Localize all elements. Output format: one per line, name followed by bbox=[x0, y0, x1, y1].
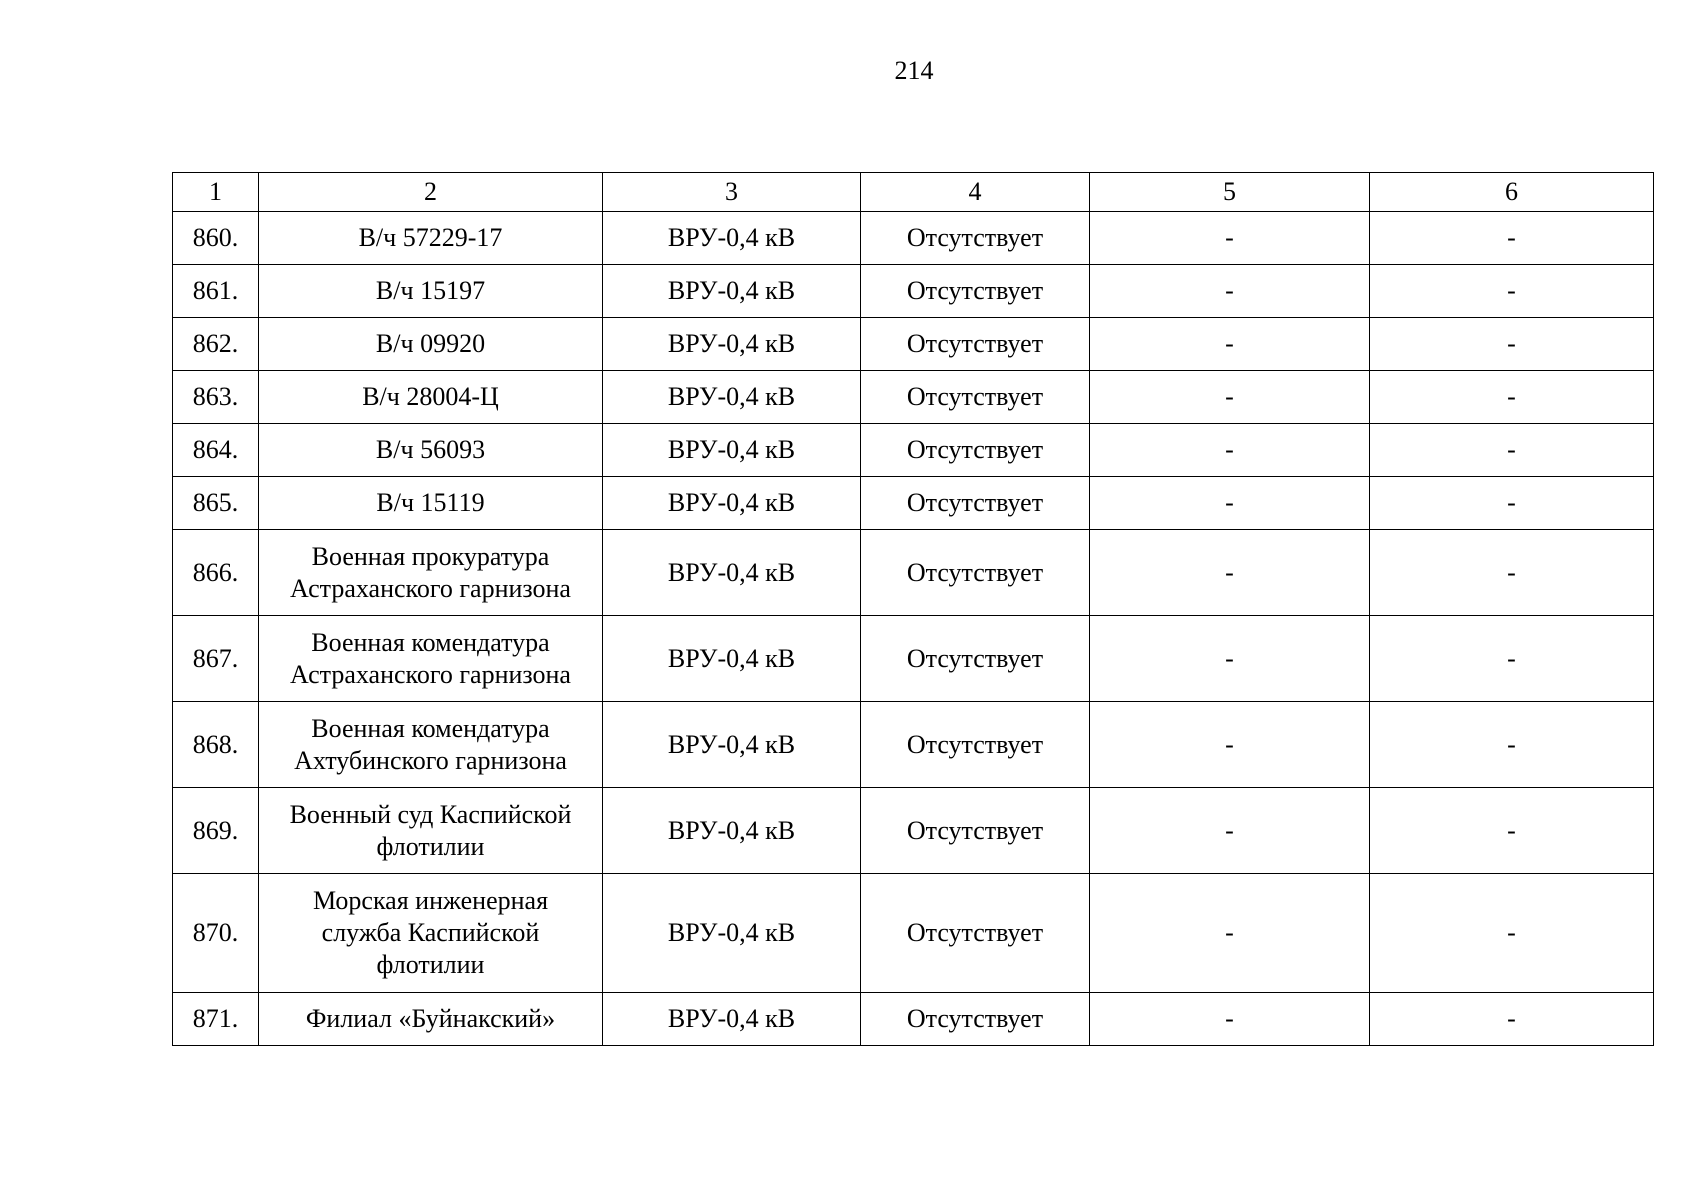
table-row bbox=[173, 874, 1654, 993]
table-header-row bbox=[173, 173, 1654, 212]
page-number: 214 bbox=[894, 56, 934, 85]
object-name-cell: Филиал «Буйнакский» bbox=[259, 993, 603, 1046]
object-name-cell: В/ч 09920 bbox=[259, 318, 603, 371]
row-number-cell: 861. bbox=[173, 265, 259, 318]
equipment-cell: ВРУ-0,4 кВ bbox=[603, 371, 861, 424]
equipment-cell: ВРУ-0,4 кВ bbox=[603, 874, 861, 993]
row-number-cell: 868. bbox=[173, 702, 259, 788]
table-row bbox=[173, 212, 1654, 265]
equipment-cell: ВРУ-0,4 кВ bbox=[603, 702, 861, 788]
row-number-cell: 867. bbox=[173, 616, 259, 702]
status-cell: Отсутствует bbox=[861, 788, 1090, 874]
object-name-cell: Военная комендатура Ахтубинского гарнизона bbox=[259, 702, 603, 788]
col5-cell: - bbox=[1090, 265, 1370, 318]
row-number-cell: 870. bbox=[173, 874, 259, 993]
row-number-cell: 863. bbox=[173, 371, 259, 424]
table-row bbox=[173, 371, 1654, 424]
equipment-cell: ВРУ-0,4 кВ bbox=[603, 477, 861, 530]
equipment-cell: ВРУ-0,4 кВ bbox=[603, 788, 861, 874]
header-cell-2: 2 bbox=[259, 173, 603, 212]
col5-cell: - bbox=[1090, 788, 1370, 874]
row-number-cell: 866. bbox=[173, 530, 259, 616]
equipment-cell: ВРУ-0,4 кВ bbox=[603, 530, 861, 616]
col5-cell: - bbox=[1090, 616, 1370, 702]
object-name-cell: Морская инженерная служба Каспийской флотилии bbox=[259, 874, 603, 993]
row-number-cell: 862. bbox=[173, 318, 259, 371]
table-row bbox=[173, 424, 1654, 477]
table-row bbox=[173, 318, 1654, 371]
col5-cell: - bbox=[1090, 702, 1370, 788]
status-cell: Отсутствует bbox=[861, 424, 1090, 477]
object-name-cell: Военная прокуратура Астраханского гарнизона bbox=[259, 530, 603, 616]
header-cell-4: 4 bbox=[861, 173, 1090, 212]
header-cell-3: 3 bbox=[603, 173, 861, 212]
row-number-cell: 871. bbox=[173, 993, 259, 1046]
status-cell: Отсутствует bbox=[861, 212, 1090, 265]
col5-cell: - bbox=[1090, 318, 1370, 371]
col6-cell: - bbox=[1370, 788, 1654, 874]
row-number-cell: 860. bbox=[173, 212, 259, 265]
equipment-cell: ВРУ-0,4 кВ bbox=[603, 212, 861, 265]
col5-cell: - bbox=[1090, 371, 1370, 424]
col5-cell: - bbox=[1090, 477, 1370, 530]
table-row bbox=[173, 788, 1654, 874]
object-name-cell: В/ч 56093 bbox=[259, 424, 603, 477]
status-cell: Отсутствует bbox=[861, 477, 1090, 530]
col6-cell: - bbox=[1370, 477, 1654, 530]
row-number-cell: 864. bbox=[173, 424, 259, 477]
col6-cell: - bbox=[1370, 212, 1654, 265]
col6-cell: - bbox=[1370, 874, 1654, 993]
row-number-cell: 869. bbox=[173, 788, 259, 874]
col6-cell: - bbox=[1370, 530, 1654, 616]
status-cell: Отсутствует bbox=[861, 616, 1090, 702]
object-name-cell: В/ч 15197 bbox=[259, 265, 603, 318]
object-name-cell: Военный суд Каспийской флотилии bbox=[259, 788, 603, 874]
status-cell: Отсутствует bbox=[861, 874, 1090, 993]
object-name-cell: В/ч 15119 bbox=[259, 477, 603, 530]
status-cell: Отсутствует bbox=[861, 702, 1090, 788]
status-cell: Отсутствует bbox=[861, 993, 1090, 1046]
col5-cell: - bbox=[1090, 993, 1370, 1046]
col6-cell: - bbox=[1370, 993, 1654, 1046]
col6-cell: - bbox=[1370, 265, 1654, 318]
equipment-cell: ВРУ-0,4 кВ bbox=[603, 265, 861, 318]
objects-table bbox=[172, 172, 1654, 1046]
header-cell-6: 6 bbox=[1370, 173, 1654, 212]
header-cell-1: 1 bbox=[173, 173, 259, 212]
object-name-cell: В/ч 28004-Ц bbox=[259, 371, 603, 424]
table-row bbox=[173, 265, 1654, 318]
status-cell: Отсутствует bbox=[861, 265, 1090, 318]
equipment-cell: ВРУ-0,4 кВ bbox=[603, 424, 861, 477]
col5-cell: - bbox=[1090, 212, 1370, 265]
status-cell: Отсутствует bbox=[861, 371, 1090, 424]
object-name-cell: В/ч 57229-17 bbox=[259, 212, 603, 265]
table-row bbox=[173, 530, 1654, 616]
col6-cell: - bbox=[1370, 702, 1654, 788]
equipment-cell: ВРУ-0,4 кВ bbox=[603, 993, 861, 1046]
object-name-cell: Военная комендатура Астраханского гарнизона bbox=[259, 616, 603, 702]
equipment-cell: ВРУ-0,4 кВ bbox=[603, 318, 861, 371]
col6-cell: - bbox=[1370, 318, 1654, 371]
table-row bbox=[173, 477, 1654, 530]
table-row bbox=[173, 702, 1654, 788]
col5-cell: - bbox=[1090, 530, 1370, 616]
col6-cell: - bbox=[1370, 424, 1654, 477]
col5-cell: - bbox=[1090, 424, 1370, 477]
col6-cell: - bbox=[1370, 616, 1654, 702]
header-cell-5: 5 bbox=[1090, 173, 1370, 212]
table-row bbox=[173, 993, 1654, 1046]
status-cell: Отсутствует bbox=[861, 318, 1090, 371]
col6-cell: - bbox=[1370, 371, 1654, 424]
table-row bbox=[173, 616, 1654, 702]
col5-cell: - bbox=[1090, 874, 1370, 993]
equipment-cell: ВРУ-0,4 кВ bbox=[603, 616, 861, 702]
row-number-cell: 865. bbox=[173, 477, 259, 530]
status-cell: Отсутствует bbox=[861, 530, 1090, 616]
